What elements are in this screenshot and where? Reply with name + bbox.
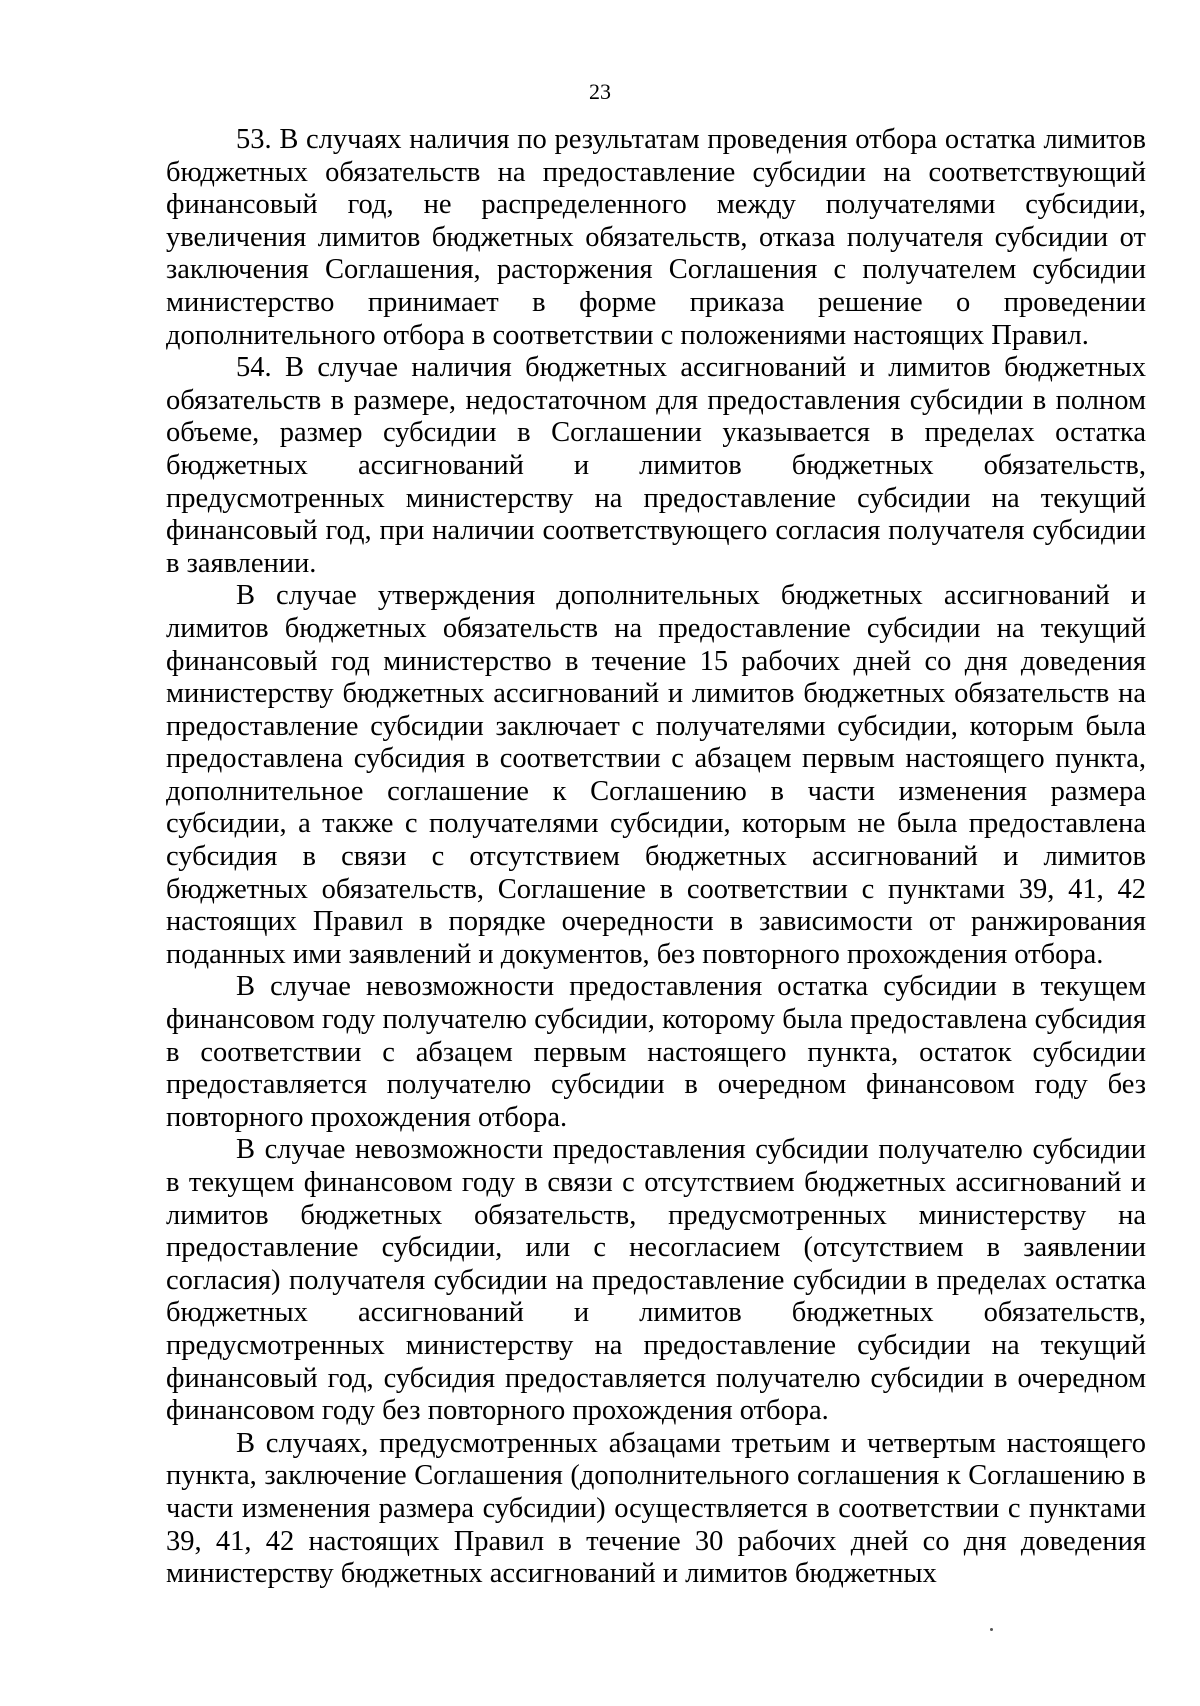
scan-speck bbox=[990, 1628, 993, 1631]
paragraph-54-additional-allocations: В случае утверждения дополнительных бюджетных ассигнований и лимитов бюджетных обязательств на предоставление субсидии на текущий финансовый год министерство в течение 15 рабочих дней со дня доведения министерству бюджетных ассигнований и лимитов бюджетных обязательств на предоставление субсидии заключает с получателями субсидии, которым была предоставлена субсидия в соответствии с абзацем первым настоящего пункта, дополнительное соглашение к Соглашению в части изменения размера субсидии, а также с получателями субсидии, которым не была предоставлена субсидия в связи с отсутствием бюджетных ассигнований и лимитов бюджетных обязательств, Соглашение в соответствии с пунктами 39, 41, 42 настоящих Правил в порядке очередности в зависимости от ранжирования поданных ими заявлений и документов, без повторного прохождения отбора. bbox=[166, 580, 1146, 970]
paragraph-53: 53. В случаях наличия по результатам проведения отбора остатка лимитов бюджетных обязательств на предоставление субсидии на соответствующий финансовый год, не распределенного между получателями субсидии, увеличения лимитов бюджетных обязательств, отказа получателя субсидии от заключения Соглашения, расторжения Соглашения с получателем субсидии министерство принимает в форме приказа решение о проведении дополнительного отбора в соответствии с положениями настоящих Правил. bbox=[166, 124, 1146, 351]
paragraph-54-next-year-subsidy: В случае невозможности предоставления субсидии получателю субсидии в текущем финансовом году в связи с отсутствием бюджетных ассигнований и лимитов бюджетных обязательств, предусмотренных министерству на предоставление субсидии, или с несогласием (отсутствием в заявлении согласия) получателя субсидии на предоставление субсидии в пределах остатка бюджетных ассигнований и лимитов бюджетных обязательств, предусмотренных министерству на предоставление субсидии на текущий финансовый год, субсидия предоставляется получателю субсидии в очередном финансовом году без повторного прохождения отбора. bbox=[166, 1134, 1146, 1427]
paragraph-54-agreement-terms: В случаях, предусмотренных абзацами третьим и четвертым настоящего пункта, заключение Соглашения (дополнительного соглашения к Соглашению в части изменения размера субсидии) осуществляется в соответствии с пунктами 39, 41, 42 настоящих Правил в течение 30 рабочих дней со дня доведения министерству бюджетных ассигнований и лимитов бюджетных bbox=[166, 1427, 1146, 1590]
paragraph-54: 54. В случае наличия бюджетных ассигнований и лимитов бюджетных обязательств в размере, недостаточном для предоставления субсидии в полном объеме, размер субсидии в Соглашении указывается в пределах остатка бюджетных ассигнований и лимитов бюджетных обязательств, предусмотренных министерству на предоставление субсидии на текущий финансовый год, при наличии соответствующего согласия получателя субсидии в заявлении. bbox=[166, 352, 1146, 579]
paragraph-54-remaining-subsidy: В случае невозможности предоставления остатка субсидии в текущем финансовом году получателю субсидии, которому была предоставлена субсидия в соответствии с абзацем первым настоящего пункта, остаток субсидии предоставляется получателю субсидии в очередном финансовом году без повторного прохождения отбора. bbox=[166, 971, 1146, 1133]
document-body bbox=[166, 124, 1146, 1591]
page-number: 23 bbox=[589, 79, 611, 104]
